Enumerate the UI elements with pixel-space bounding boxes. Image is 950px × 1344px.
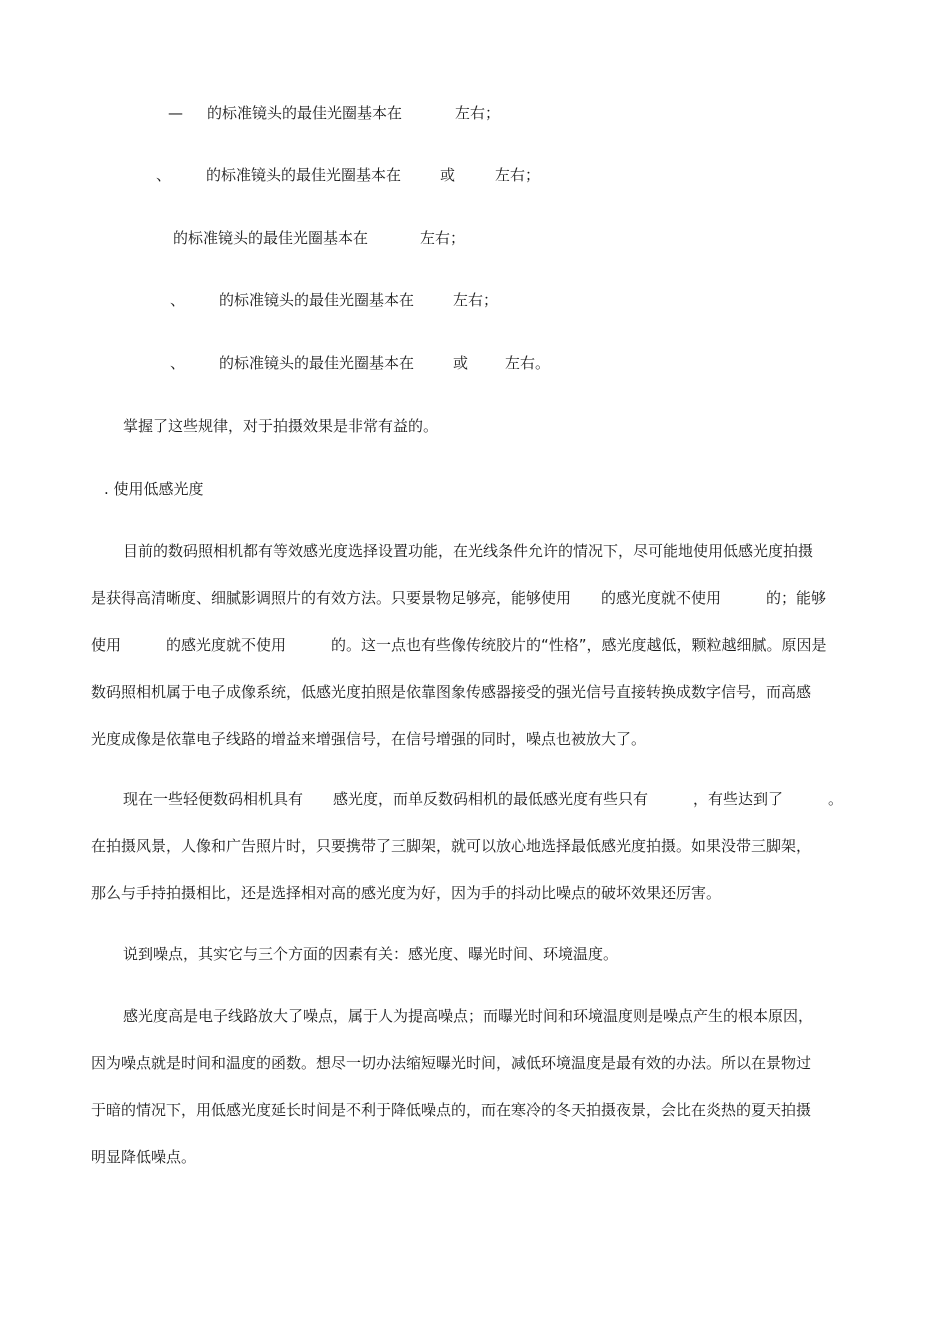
lens-item-4-suffix: 左右； (453, 291, 499, 309)
lens-item-5-suffix: 左右。 (505, 354, 551, 372)
lens-item-2-suffix: 左右； (495, 166, 541, 184)
section-heading: . 使用低感光度 (104, 480, 204, 498)
paragraph-noise-causes (91, 1006, 861, 1194)
paragraph-line: 那么与手持拍摄相比，还是选择相对高的感光度为好，因为手的抖动比噪点的破坏效果还厉害。 (91, 884, 722, 902)
paragraph-line: 因为噪点就是时间和温度的函数。想尽一切办法缩短曝光时间，减低环境温度是最有效的办法。所以在景物过 (91, 1054, 812, 1072)
paragraph-camera-iso (91, 789, 861, 930)
paragraph-line: 在拍摄风景，人像和广告照片时，只要携带了三脚架，就可以放心地选择最低感光度拍摄。如果没带三脚架， (91, 837, 812, 855)
lens-item-1-text: 的标准镜头的最佳光圈基本在 (207, 104, 403, 122)
paragraph-line: 光度成像是依靠电子线路的增益来增强信号，在信号增强的同时，噪点也被放大了。 (91, 730, 647, 748)
summary-text: 掌握了这些规律，对于拍摄效果是非常有益的。 (123, 417, 439, 435)
lens-item-5-text: 的标准镜头的最佳光圈基本在 (219, 354, 415, 372)
paragraph-line: 数码照相机属于电子成像系统，低感光度拍照是依靠图象传感器接受的强光信号直接转换成数字信号，而高感 (91, 683, 812, 701)
paragraph-low-iso (91, 541, 861, 776)
paragraph-line: 是获得高清晰度、细腻影调照片的有效方法。只要景物足够亮，能够使用 的感光度就不使用 的；能够 (91, 589, 827, 607)
paragraph-line: 感光度高是电子线路放大了噪点，属于人为提高噪点；而曝光时间和环境温度则是噪点产生的根本原因， (123, 1007, 814, 1025)
lens-item-2-text: 的标准镜头的最佳光圈基本在 (206, 166, 402, 184)
lens-item-4-prefix: 、 (170, 291, 186, 309)
lens-item-2-prefix: 、 (156, 166, 172, 184)
lens-item-5-prefix: 、 (170, 354, 186, 372)
lens-item-3-suffix: 左右； (420, 229, 466, 247)
paragraph-line: 说到噪点，其实它与三个方面的因素有关：感光度、曝光时间、环境温度。 (123, 945, 619, 963)
lens-item-5-mid: 或 (453, 354, 469, 372)
paragraph-line: 使用 的感光度就不使用 的。这一点也有些像传统胶片的“性格”，感光度越低，颗粒越细腻。原因是 (91, 636, 827, 654)
lens-item-3-text: 的标准镜头的最佳光圈基本在 (173, 229, 369, 247)
paragraph-line: 目前的数码照相机都有等效感光度选择设置功能，在光线条件允许的情况下，尽可能地使用低感光度拍摄 (123, 542, 814, 560)
lens-item-1-prefix: — (168, 104, 183, 122)
paragraph-line: 现在一些轻便数码相机具有 感光度，而单反数码相机的最低感光度有些只有 ，有些达到了 。 (123, 790, 844, 808)
lens-item-4-text: 的标准镜头的最佳光圈基本在 (219, 291, 415, 309)
paragraph-line: 于暗的情况下，用低感光度延长时间是不利于降低噪点的，而在寒冷的冬天拍摄夜景，会比在炎热的夏天拍摄 (91, 1101, 812, 1119)
paragraph-noise-factors (91, 944, 861, 991)
lens-item-1-suffix: 左右； (455, 104, 501, 122)
paragraph-line: 明显降低噪点。 (91, 1148, 197, 1166)
lens-item-2-mid: 或 (440, 166, 456, 184)
